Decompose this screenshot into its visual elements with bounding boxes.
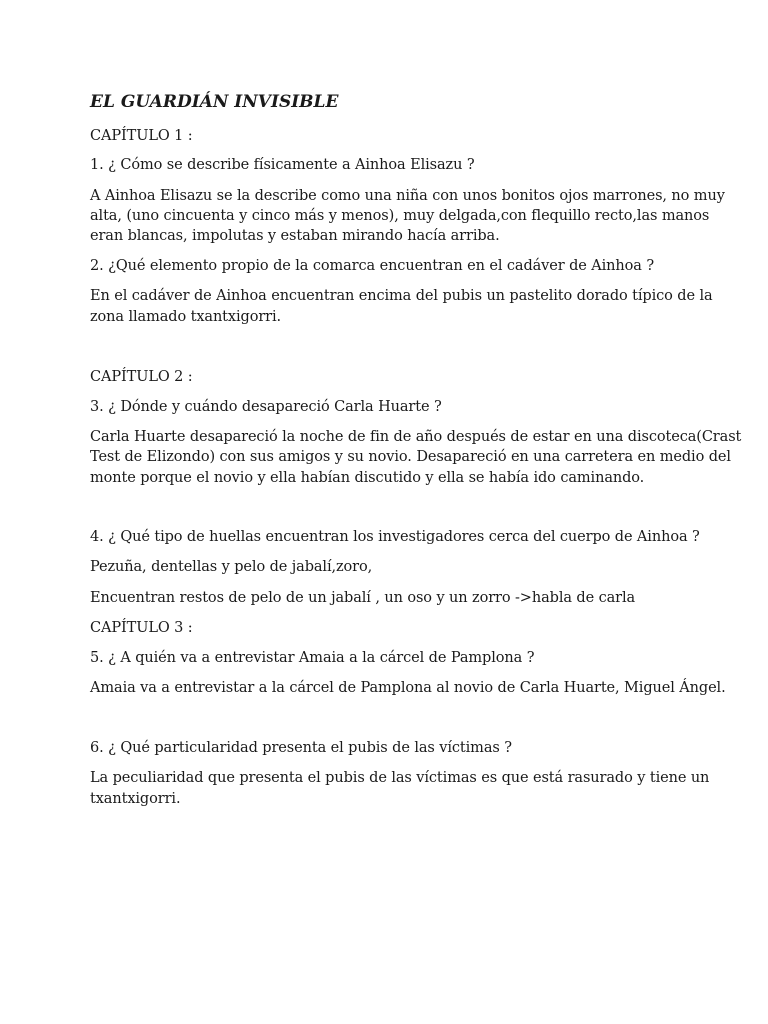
answer-5: Amaia va a entrevistar a la cárcel de Pamplona al novio de Carla Huarte, Miguel Ángel. bbox=[90, 680, 726, 696]
answer-6-line-1: La peculiaridad que presenta el pubis de las víctimas es que está rasurado y tiene un bbox=[90, 770, 710, 786]
question-3: 3. ¿ Dónde y cuándo desapareció Carla Huarte ? bbox=[90, 399, 442, 415]
answer-3-line-2: Test de Elizondo) con sus amigos y su novio. Desapareció en una carretera en medio del bbox=[90, 449, 731, 465]
question-5: 5. ¿ A quién va a entrevistar Amaia a la cárcel de Pamplona ? bbox=[90, 650, 535, 666]
answer-6-line-2: txantxigorri. bbox=[90, 791, 181, 807]
answer-1-line-3: eran blancas, impolutas y estaban mirando hacía arriba. bbox=[90, 228, 500, 244]
answer-3-line-3: monte porque el novio y ella habían discutido y ella se había ido caminando. bbox=[90, 470, 645, 486]
answer-3-line-1: Carla Huarte desapareció la noche de fin de año después de estar en una discoteca(Crast bbox=[90, 429, 742, 445]
answer-1-line-1: A Ainhoa Elisazu se la describe como una niña con unos bonitos ojos marrones, no muy bbox=[90, 188, 725, 204]
chapter-2-heading: CAPÍTULO 2 : bbox=[90, 369, 193, 385]
question-6: 6. ¿ Qué particularidad presenta el pubis de las víctimas ? bbox=[90, 740, 512, 756]
document-title: EL GUARDIÁN INVISIBLE bbox=[90, 92, 339, 112]
answer-1-line-2: alta, (uno cincuenta y cinco más y menos), muy delgada,con flequillo recto,las manos bbox=[90, 208, 710, 224]
chapter-1-heading: CAPÍTULO 1 : bbox=[90, 128, 193, 144]
question-1: 1. ¿ Cómo se describe físicamente a Ainhoa Elisazu ? bbox=[90, 157, 475, 173]
question-4: 4. ¿ Qué tipo de huellas encuentran los investigadores cerca del cuerpo de Ainhoa ? bbox=[90, 529, 700, 545]
answer-2-line-1: En el cadáver de Ainhoa encuentran encima del pubis un pastelito dorado típico de la bbox=[90, 288, 713, 304]
answer-4-line-2: Encuentran restos de pelo de un jabalí , un oso y un zorro ->habla de carla bbox=[90, 590, 636, 606]
answer-2-line-2: zona llamado txantxigorri. bbox=[90, 309, 282, 325]
answer-4-line-1: Pezuña, dentellas y pelo de jabalí,zoro, bbox=[90, 559, 373, 575]
chapter-3-heading: CAPÍTULO 3 : bbox=[90, 620, 193, 636]
question-2: 2. ¿Qué elemento propio de la comarca encuentran en el cadáver de Ainhoa ? bbox=[90, 258, 655, 274]
